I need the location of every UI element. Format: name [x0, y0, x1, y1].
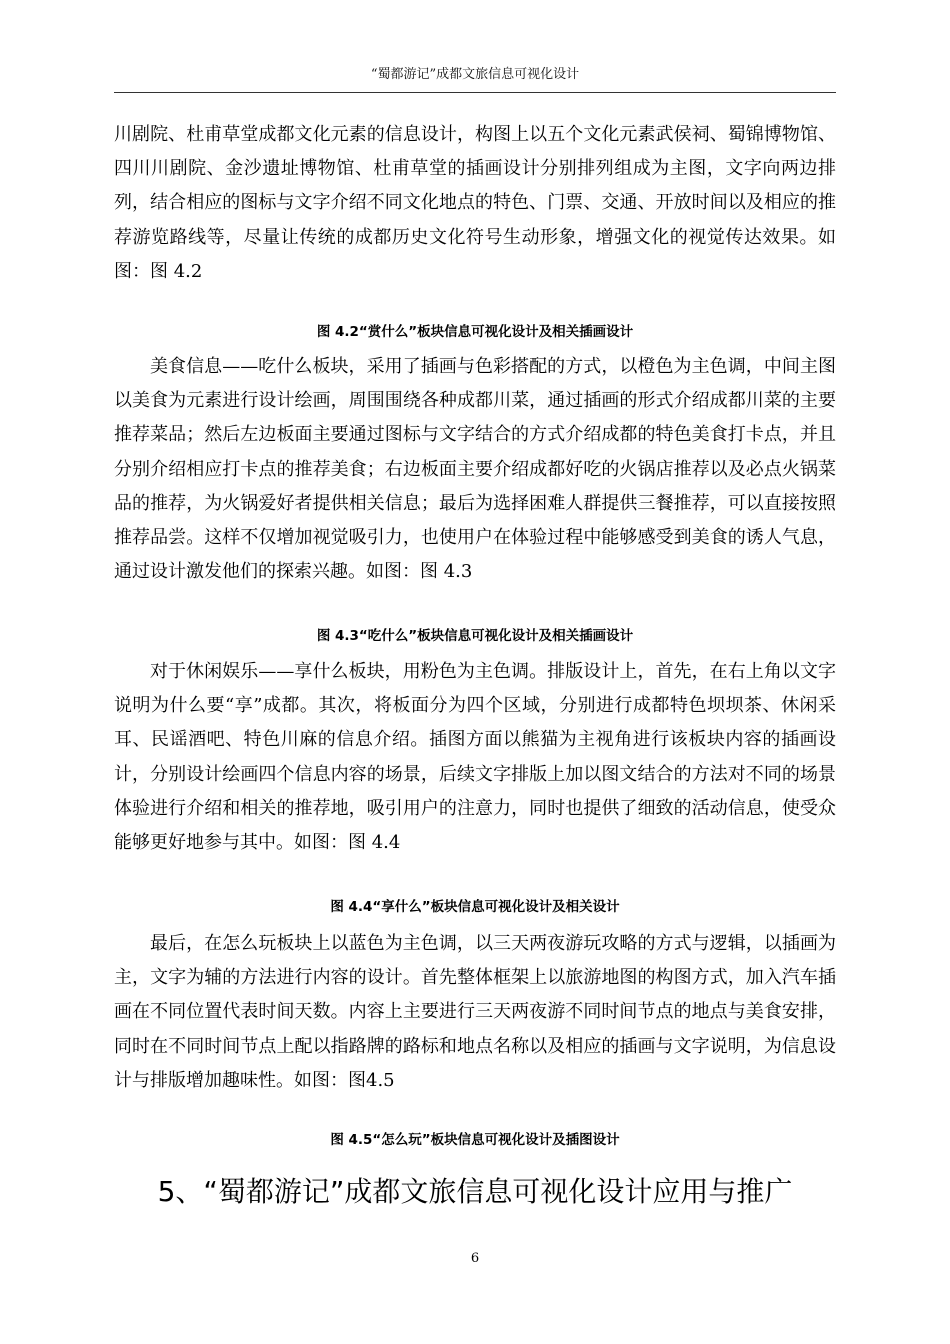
figure-caption-4-5: 图 4.5“怎么玩”板块信息可视化设计及插图设计 — [330, 1132, 620, 1148]
figure-caption-4-4: 图 4.4“享什么”板块信息可视化设计及相关设计 — [330, 899, 620, 915]
running-header: “蜀都游记”成都文旅信息可视化设计 — [370, 67, 580, 82]
header-divider — [114, 92, 836, 93]
page-number: 6 — [470, 1251, 480, 1266]
section-heading-5: 5、“蜀都游记”成都文旅信息可视化设计应用与推广 — [157, 1175, 793, 1208]
paragraph-block-2 — [114, 350, 836, 589]
paragraph-block-4 — [114, 927, 836, 1098]
caption-block-4-2 — [114, 323, 836, 341]
paragraph-play-section: 最后，在怎么玩板块上以蓝色为主色调，以三天两夜游玩攻略的方式与逻辑，以插画为主，文字为辅的方法进行内容的设计。首先整体框架上以旅游地图的构图方式，加入汽车插画在不同位置代表时间天数。内容上主要进行三天两夜游不同时间节点的地点与美食安排，同时在不同时间节点上配以指路牌的路标和地点名称以及相应的插画与文字说明，为信息设计与排版增加趣味性。如图：图4.5 — [114, 933, 836, 1091]
caption-block-4-3 — [114, 627, 836, 645]
paragraph-block-3 — [114, 655, 836, 860]
paragraph-block-1 — [114, 118, 836, 289]
figure-caption-4-2: 图 4.2“赏什么”板块信息可视化设计及相关插画设计 — [316, 324, 634, 340]
paragraph-leisure-section: 对于休闲娱乐——享什么板块，用粉色为主色调。排版设计上，首先，在右上角以文字说明为什么要“享”成都。其次，将板面分为四个区域，分别进行成都特色坝坝茶、休闲采耳、民谣酒吧、特色川麻的信息介绍。插图方面以熊猫为主视角进行该板块内容的插画设计，分别设计绘画四个信息内容的场景，后续文字排版上加以图文结合的方法对不同的场景体验进行介绍和相关的推荐地，吸引用户的注意力，同时也提供了细致的活动信息，使受众能够更好地参与其中。如图：图 4.4 — [114, 661, 836, 854]
caption-block-4-5 — [114, 1131, 836, 1149]
paragraph-culture-illustration: 川剧院、杜甫草堂成都文化元素的信息设计，构图上以五个文化元素武侯祠、蜀锦博物馆、四川川剧院、金沙遗址博物馆、杜甫草堂的插画设计分别排列组成为主图，文字向两边排列，结合相应的图标与文字介绍不同文化地点的特色、门票、交通、开放时间以及相应的推荐游览路线等，尽量让传统的成都历史文化符号生动形象，增强文化的视觉传达效果。如图：图 4.2 — [114, 124, 836, 282]
figure-caption-4-3: 图 4.3“吃什么”板块信息可视化设计及相关插画设计 — [316, 628, 634, 644]
paragraph-food-section: 美食信息——吃什么板块，采用了插画与色彩搭配的方式，以橙色为主色调，中间主图以美食为元素进行设计绘画，周围围绕各种成都川菜，通过插画的形式介绍成都川菜的主要推荐菜品；然后左边板面主要通过图标与文字结合的方式介绍成都的特色美食打卡点，并且分别介绍相应打卡点的推荐美食；右边板面主要介绍成都好吃的火锅店推荐以及必点火锅菜品的推荐，为火锅爱好者提供相关信息；最后为选择困难人群提供三餐推荐，可以直接按照推荐品尝。这样不仅增加视觉吸引力，也使用户在体验过程中能够感受到美食的诱人气息，通过设计激发他们的探索兴趣。如图：图 4.3 — [114, 356, 836, 583]
caption-block-4-4 — [114, 898, 836, 916]
